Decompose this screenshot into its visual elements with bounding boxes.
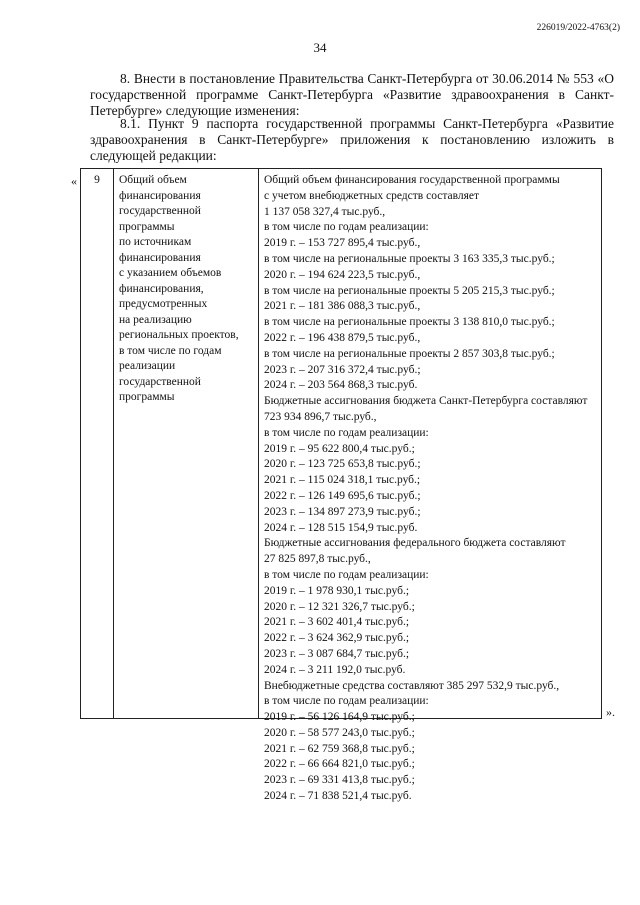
parameter-value-cell: [259, 169, 601, 803]
text-line: 2024 г. – 3 211 192,0 тыс.руб.: [264, 663, 406, 676]
text-line: в том числе по годам реализации:: [264, 426, 429, 439]
text-line: 2021 г. – 3 602 401,4 тыс.руб.;: [264, 616, 410, 629]
text-line: в том числе по годам реализации:: [264, 568, 429, 581]
text-line: в том числе по годам реализации:: [264, 695, 429, 708]
opening-quote: «: [71, 174, 77, 188]
text-line: в том числе на региональные проекты 3 163 335,3 тыс.руб.;: [264, 252, 555, 265]
text-line: по источникам: [119, 236, 192, 248]
text-line: 2022 г. – 126 149 695,6 тыс.руб.;: [264, 489, 421, 502]
text-line: программы: [119, 391, 175, 403]
text-line: Общий объем финансирования государственной программы: [264, 174, 560, 186]
text-line: финансирования,: [119, 282, 204, 295]
text-line: государственной: [119, 205, 201, 217]
text-line: 2020 г. – 194 624 223,5 тыс.руб.,: [264, 268, 421, 281]
text-line: Внебюджетные средства составляют 385 297 532,9 тыс.руб.,: [264, 679, 560, 692]
text-line: 2019 г. – 153 727 895,4 тыс.руб.,: [264, 237, 421, 250]
row-number-cell: 9: [81, 169, 114, 718]
text-line: в том числе на региональные проекты 5 205 215,3 тыс.руб.;: [264, 284, 555, 297]
text-line: 2021 г. – 181 386 088,3 тыс.руб.,: [264, 300, 421, 313]
text-line: с указанием объемов: [119, 267, 222, 279]
text-line: 2024 г. – 71 838 521,4 тыс.руб.: [264, 790, 412, 803]
parameter-name-cell: [114, 169, 259, 718]
intro-paragraph-2-text: 8.1. Пункт 9 паспорта государственной программы Санкт-Петербурга «Развитие здравоохранения в Санкт-Петербурге» приложения к постановлению изложить в следующей редакции:: [90, 116, 614, 163]
text-line: финансирования: [119, 189, 201, 202]
text-line: 2024 г. – 128 515 154,9 тыс.руб.: [264, 521, 418, 534]
document-number: 226019/2022-4763(2): [536, 23, 620, 33]
text-line: 2021 г. – 62 759 368,8 тыс.руб.;: [264, 742, 415, 755]
text-line: 723 934 896,7 тыс.руб.,: [264, 410, 377, 423]
text-line: финансирования: [119, 251, 201, 264]
text-line: 2022 г. – 3 624 362,9 тыс.руб.;: [264, 632, 410, 645]
text-line: 2023 г. – 134 897 273,9 тыс.руб.;: [264, 505, 421, 518]
text-line: в том числе на региональные проекты 3 138 810,0 тыс.руб.;: [264, 316, 555, 329]
text-line: государственной: [119, 375, 201, 388]
text-line: 2022 г. – 66 664 821,0 тыс.руб.;: [264, 758, 415, 771]
text-line: реализации: [119, 360, 176, 372]
text-line: 2019 г. – 56 126 164,9 тыс.руб.;: [264, 711, 415, 724]
text-line: 2020 г. – 58 577 243,0 тыс.руб.;: [264, 726, 415, 739]
text-line: 2024 г. – 203 564 868,3 тыс.руб.: [264, 379, 418, 392]
text-line: с учетом внебюджетных средств составляет: [264, 189, 480, 202]
text-line: 2019 г. – 95 622 800,4 тыс.руб.;: [264, 442, 415, 455]
text-line: предусмотренных: [119, 298, 208, 310]
text-line: Общий объем: [119, 174, 187, 186]
text-line: Бюджетные ассигнования федерального бюджета составляют: [264, 537, 566, 550]
text-line: региональных проектов,: [119, 329, 239, 341]
text-line: программы: [119, 220, 175, 233]
text-line: 2020 г. – 123 725 653,8 тыс.руб.;: [264, 458, 421, 471]
text-line: в том числе по годам: [119, 344, 222, 357]
program-passport-table: [80, 168, 602, 803]
text-line: 2019 г. – 1 978 930,1 тыс.руб.;: [264, 584, 410, 597]
text-line: 2020 г. – 12 321 326,7 тыс.руб.;: [264, 600, 415, 613]
text-line: 2022 г. – 196 438 879,5 тыс.руб.,: [264, 331, 421, 344]
closing-quote: ».: [606, 705, 615, 719]
intro-paragraph-1-text: 8. Внести в постановление Правительства Санкт-Петербурга от 30.06.2014 № 553 «О государственной программе Санкт-Петербурга «Развитие здравоохранения в Санкт-Петербурге» следующие изменения:: [90, 71, 614, 118]
text-line: Бюджетные ассигнования бюджета Санкт-Петербурга составляют: [264, 395, 588, 408]
page-number: 34: [313, 40, 327, 55]
text-line: 2023 г. – 3 087 684,7 тыс.руб.;: [264, 647, 410, 660]
text-line: 2023 г. – 207 316 372,4 тыс.руб.;: [264, 363, 421, 376]
text-line: 2021 г. – 115 024 318,1 тыс.руб.;: [264, 474, 421, 487]
text-line: на реализацию: [119, 313, 192, 326]
text-line: 1 137 058 327,4 тыс.руб.,: [264, 205, 386, 218]
text-line: в том числе по годам реализации:: [264, 221, 429, 234]
text-line: в том числе на региональные проекты 2 857 303,8 тыс.руб.;: [264, 347, 555, 360]
intro-paragraph-1: [90, 71, 614, 119]
text-line: 27 825 897,8 тыс.руб.,: [264, 553, 371, 566]
intro-paragraph-2: [90, 116, 614, 164]
text-line: 2023 г. – 69 331 413,8 тыс.руб.;: [264, 774, 415, 787]
